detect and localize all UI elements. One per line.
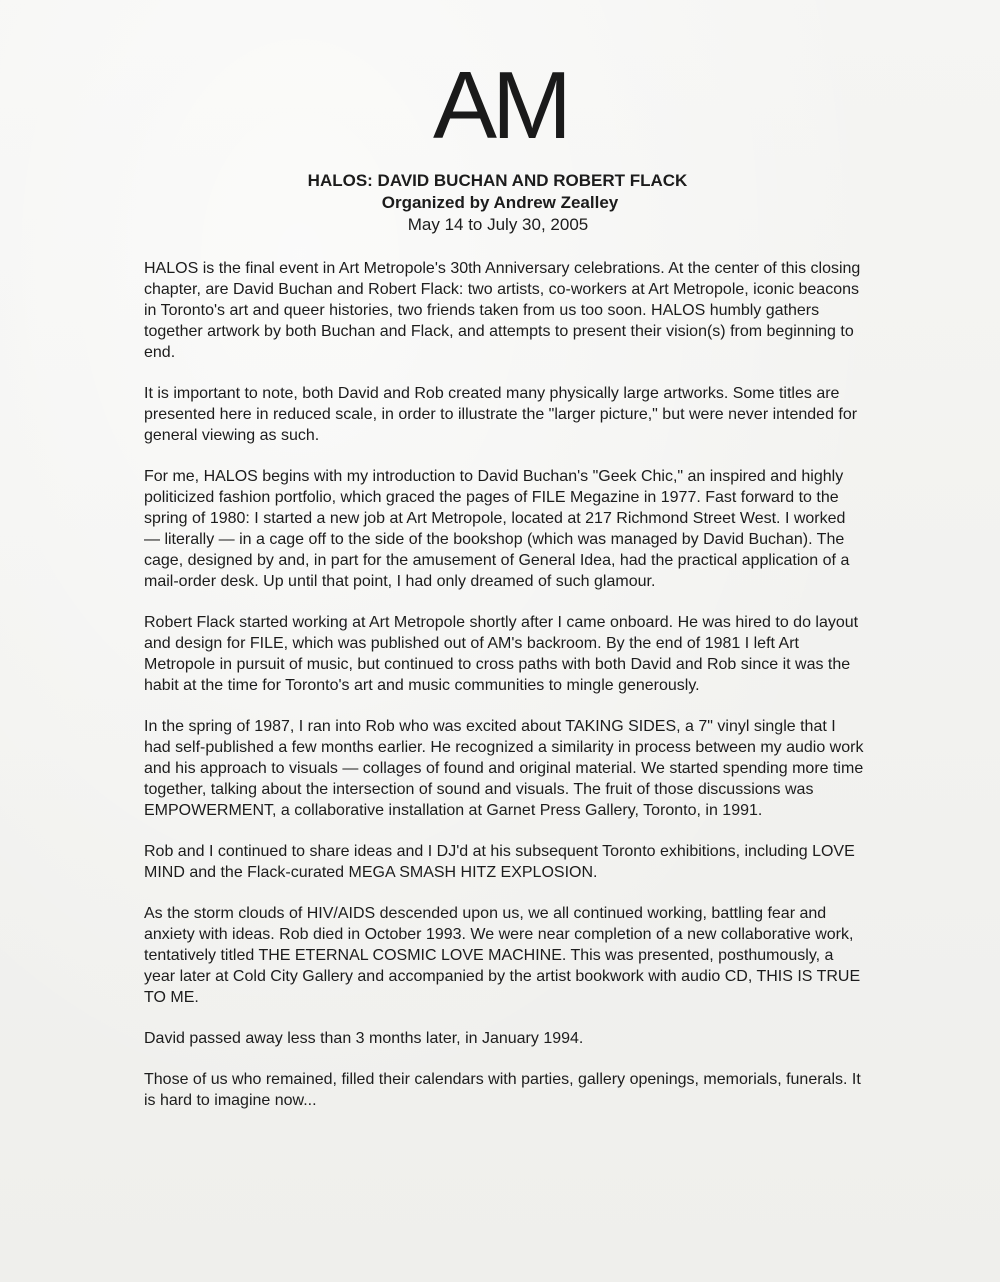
exhibition-header bbox=[0, 170, 1000, 236]
exhibition-dates: May 14 to July 30, 2005 bbox=[407, 215, 589, 234]
exhibition-title: HALOS: DAVID BUCHAN AND ROBERT FLACK bbox=[307, 171, 688, 190]
essay-body bbox=[144, 258, 864, 1131]
paragraph: For me, HALOS begins with my introduction to David Buchan's "Geek Chic," an inspired and highly politicized fashion portfolio, which graced the pages of FILE Megazine in 1977. Fast forward to the spring of 1980: I started a new job at Art Metropole, located at 217 Richmond Street West. I worked — literally — in a cage off to the side of the bookshop (which was managed by David Buchan). The cage, designed by and, in part for the amusement of General Idea, had the practical application of a mail-order desk. Up until that point, I had only dreamed of such glamour. bbox=[144, 468, 850, 590]
am-logo: AM bbox=[433, 52, 567, 159]
paragraph: HALOS is the final event in Art Metropole's 30th Anniversary celebrations. At the center of this closing chapter, are David Buchan and Robert Flack: two artists, co-workers at Art Metropole, iconic beacons in Toronto's art and queer histories, two friends taken from us too soon. HALOS humbly gathers together artwork by both Buchan and Flack, and attempts to present their vision(s) from beginning to end. bbox=[144, 260, 861, 361]
paragraph: David passed away less than 3 months later, in January 1994. bbox=[144, 1030, 584, 1047]
paragraph: In the spring of 1987, I ran into Rob who was excited about TAKING SIDES, a 7" vinyl single that I had self-published a few months earlier. He recognized a similarity in process between my audio work and his approach to visuals — collages of found and original material. We started spending more time together, talking about the intersection of sound and visuals. The fruit of those discussions was EMPOWERMENT, a collaborative installation at Garnet Press Gallery, Toronto, in 1991. bbox=[144, 718, 864, 819]
paragraph: It is important to note, both David and Rob created many physically large artworks. Some titles are presented here in reduced scale, in order to illustrate the "larger picture," but were never intended for general viewing as such. bbox=[144, 385, 858, 444]
paragraph: Rob and I continued to share ideas and I DJ'd at his subsequent Toronto exhibitions, including LOVE MIND and the Flack-curated MEGA SMASH HITZ EXPLOSION. bbox=[144, 843, 855, 881]
paragraph: Robert Flack started working at Art Metropole shortly after I came onboard. He was hired to do layout and design for FILE, which was published out of AM's backroom. By the end of 1981 I left Art Metropole in pursuit of music, but continued to cross paths with both David and Rob since it was the habit at the time for Toronto's art and music communities to mingle generously. bbox=[144, 614, 859, 694]
paragraph: As the storm clouds of HIV/AIDS descended upon us, we all continued working, battling fear and anxiety with ideas. Rob died in October 1993. We were near completion of a new collaborative work, tentatively titled THE ETERNAL COSMIC LOVE MACHINE. This was presented, posthumously, a year later at Cold City Gallery and accompanied by the artist bookwork with audio CD, THIS IS TRUE TO ME. bbox=[144, 905, 861, 1006]
organizer-line: Organized by Andrew Zealley bbox=[381, 193, 619, 212]
paragraph: Those of us who remained, filled their calendars with parties, gallery openings, memorials, funerals. It is hard to imagine now... bbox=[144, 1071, 861, 1109]
